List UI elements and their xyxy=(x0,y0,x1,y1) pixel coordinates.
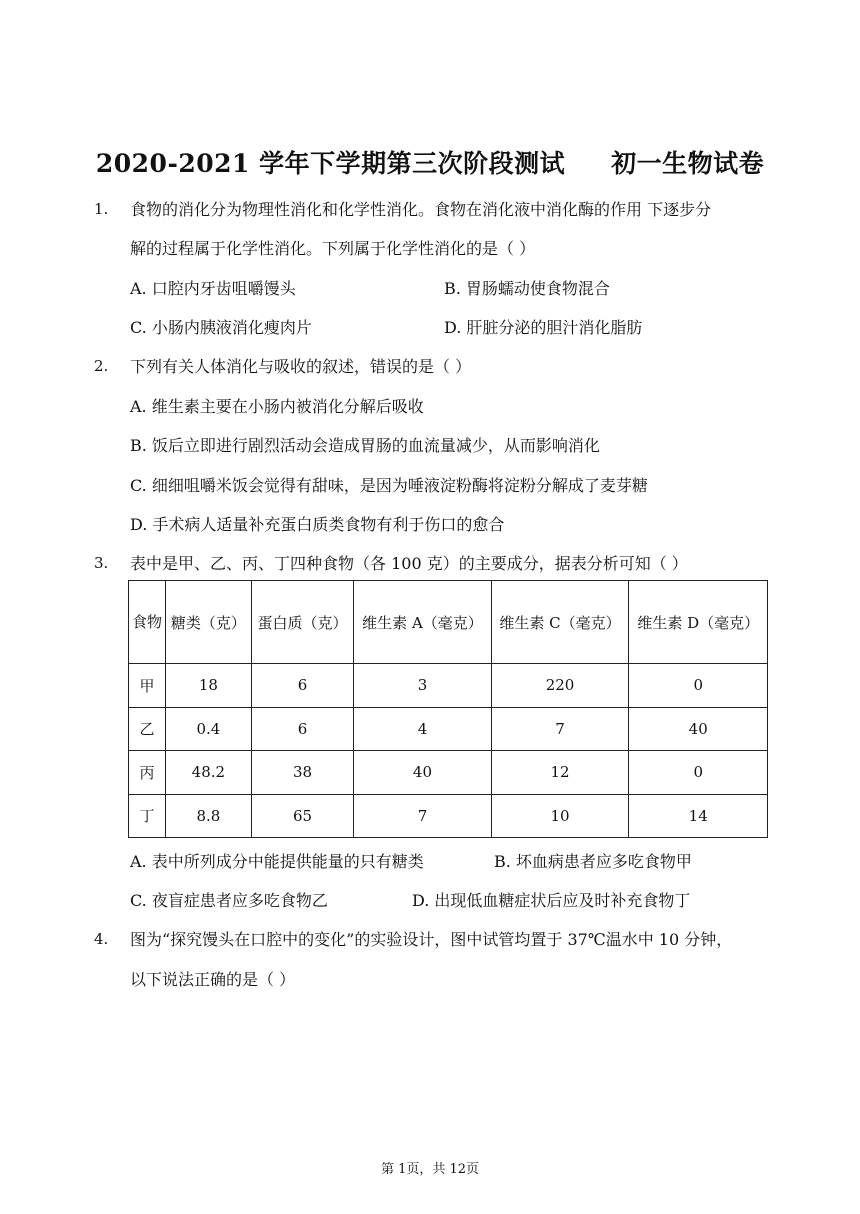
question-3-option-c: C. 夜盲症患者应多吃食物乙 xyxy=(130,891,328,910)
question-2-option-b: B. 饭后立即进行剧烈活动会造成胃肠的血流量减少，从而影响消化 xyxy=(130,436,600,455)
question-2-number: 2. xyxy=(94,357,109,375)
table-cell: 甲 xyxy=(129,664,166,708)
table-header-vitamin-a: 维生素 A（毫克） xyxy=(354,581,491,664)
question-1-option-b: B. 胃肠蠕动使食物混合 xyxy=(444,279,610,298)
question-2-option-c: C. 细细咀嚼米饭会觉得有甜味，是因为唾液淀粉酶将淀粉分解成了麦芽糖 xyxy=(130,476,648,495)
table-cell: 4 xyxy=(354,707,491,751)
question-3-option-b: B. 坏血病患者应多吃食物甲 xyxy=(494,852,692,871)
question-1-text-line-2: 解的过程属于化学性消化。下列属于化学性消化的是（ ） xyxy=(130,239,536,258)
question-1-option-a: A. 口腔内牙齿咀嚼馒头 xyxy=(130,279,296,298)
table-cell: 乙 xyxy=(129,707,166,751)
table-cell: 10 xyxy=(491,794,629,838)
table-header-sugar: 糖类（克） xyxy=(166,581,252,664)
question-3-number: 3. xyxy=(94,554,109,572)
table-row xyxy=(129,664,768,708)
table-cell: 65 xyxy=(251,794,354,838)
table-cell: 14 xyxy=(629,794,768,838)
page-footer: 第 1页，共 12页 xyxy=(380,1162,480,1177)
table-cell: 7 xyxy=(491,707,629,751)
table-cell: 220 xyxy=(491,664,629,708)
table-cell: 7 xyxy=(354,794,491,838)
question-2-option-d: D. 手术病人适量补充蛋白质类食物有利于伤口的愈合 xyxy=(130,515,505,534)
table-cell: 0 xyxy=(629,751,768,795)
question-3-text: 表中是甲、乙、丙、丁四种食物（各 100 克）的主要成分，据表分析可知（ ） xyxy=(130,554,688,573)
table-cell: 48.2 xyxy=(166,751,252,795)
table-cell: 6 xyxy=(251,664,354,708)
question-1-text-line-1: 食物的消化分为物理性消化和化学性消化。食物在消化液中消化酶的作用 下逐步分 xyxy=(130,200,712,219)
table-cell: 6 xyxy=(251,707,354,751)
question-2-text: 下列有关人体消化与吸收的叙述，错误的是（ ） xyxy=(130,357,472,376)
table-header-vitamin-d: 维生素 D（毫克） xyxy=(629,581,768,664)
table-header-protein: 蛋白质（克） xyxy=(251,581,354,664)
table-row xyxy=(129,707,768,751)
table-header-vitamin-c: 维生素 C（毫克） xyxy=(491,581,629,664)
question-1-option-d: D. 肝脏分泌的胆汁消化脂肪 xyxy=(444,318,643,337)
table-cell: 0 xyxy=(629,664,768,708)
question-2-option-a: A. 维生素主要在小肠内被消化分解后吸收 xyxy=(130,397,424,416)
question-1-number: 1. xyxy=(94,200,109,218)
table-row xyxy=(129,751,768,795)
table-header-food: 食物 xyxy=(129,581,166,664)
table-cell: 丁 xyxy=(129,794,166,838)
table-cell: 8.8 xyxy=(166,794,252,838)
table-cell: 18 xyxy=(166,664,252,708)
table-cell: 40 xyxy=(354,751,491,795)
question-4-text-line-1: 图为“探究馒头在口腔中的变化”的实验设计，图中试管均置于 37℃温水中 10 分钟， xyxy=(130,930,733,949)
question-3-option-a: A. 表中所列成分中能提供能量的只有糖类 xyxy=(130,852,424,871)
question-3-option-d: D. 出现低血糖症状后应及时补充食物丁 xyxy=(412,891,691,910)
question-4-number: 4. xyxy=(94,930,109,948)
table-cell: 3 xyxy=(354,664,491,708)
question-1-option-c: C. 小肠内胰液消化瘦肉片 xyxy=(130,318,312,337)
table-cell: 0.4 xyxy=(166,707,252,751)
table-cell: 40 xyxy=(629,707,768,751)
table-cell: 38 xyxy=(251,751,354,795)
question-4-text-line-2: 以下说法正确的是（ ） xyxy=(130,970,296,989)
page-title: 2020-2021 学年下学期第三次阶段测试 初一生物试卷 xyxy=(95,149,765,178)
table-cell: 12 xyxy=(491,751,629,795)
food-composition-table xyxy=(128,580,768,838)
table-header-row xyxy=(129,581,768,664)
table-cell: 丙 xyxy=(129,751,166,795)
table-row xyxy=(129,794,768,838)
